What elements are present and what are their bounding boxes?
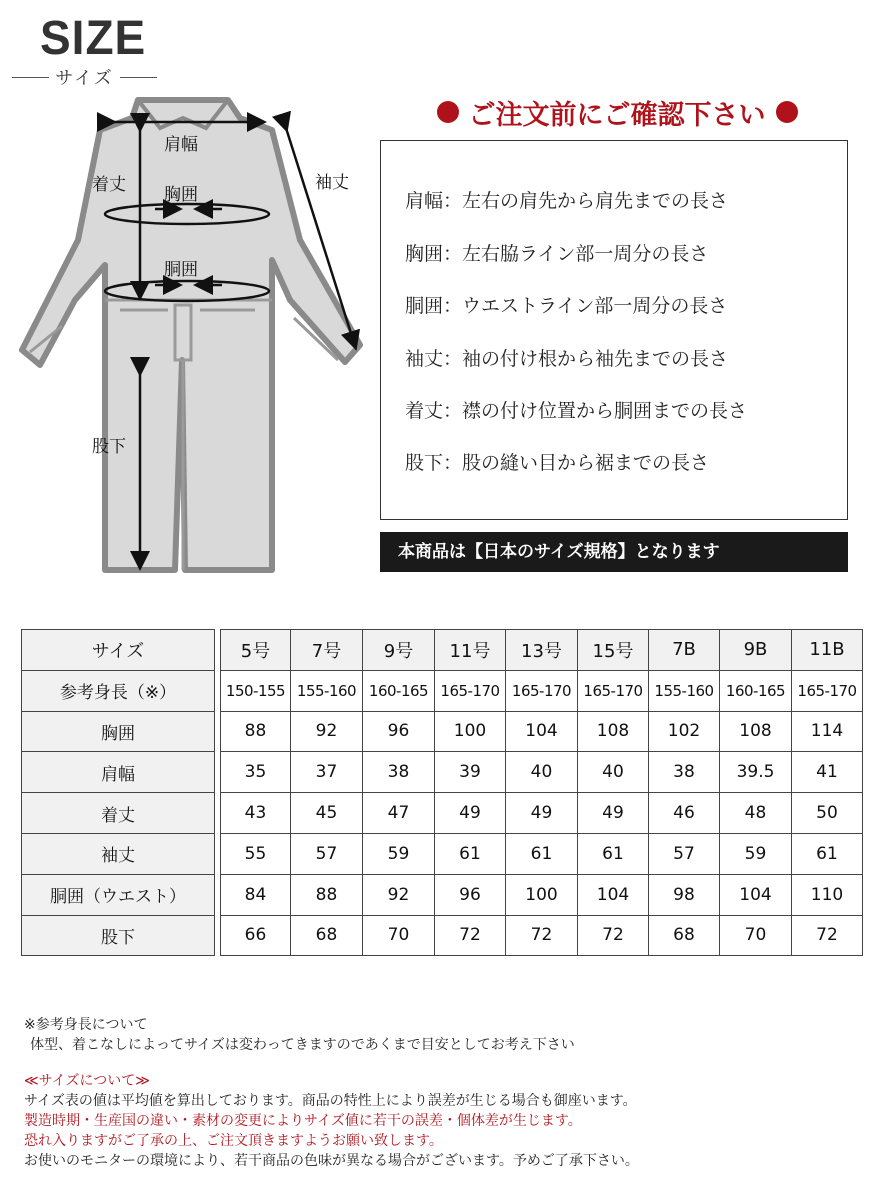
table-cell-shoulder: 37 [291,752,363,793]
definition-length: 着丈：襟の付け位置から胴囲までの長さ [405,400,748,422]
definition-shoulder: 肩幅：左右の肩先から肩先までの長さ [405,190,729,212]
table-row-shoulder [221,752,863,793]
table-cell-inseam: 70 [363,915,435,956]
page-subtitle [12,64,157,90]
note-height-body: 体型、着こなしによってサイズは変わってきますのであくまで目安としてお考え下さい [30,1037,575,1053]
table-row-chest [221,711,863,752]
definition-sleeve: 袖丈：袖の付け根から袖先までの長さ [405,348,729,370]
table-cell-height: 160-165 [363,670,435,711]
table-cell-chest: 102 [649,711,720,752]
table-cell-inseam: 68 [649,915,720,956]
definition-waist: 胴囲：ウエストライン部一周分の長さ [405,295,728,317]
table-cell-sleeve: 61 [506,833,578,874]
row-label-height: 参考身長（※） [22,671,214,712]
table-row-waist [221,874,863,915]
table-cell-height: 155-160 [291,670,363,711]
table-cell-shoulder: 39 [435,752,506,793]
table-cell-shoulder: 40 [506,752,578,793]
table-cell-height: 165-170 [792,670,863,711]
table-row-inseam [221,915,863,956]
table-cell-length: 47 [363,793,435,834]
table-cell-waist: 98 [649,874,720,915]
definition-inseam: 股下：股の縫い目から裾までの長さ [405,452,710,474]
table-cell-sleeve: 57 [291,833,363,874]
table-cell-inseam: 72 [578,915,649,956]
red-dot-icon [437,101,459,123]
table-cell-height: 165-170 [506,670,578,711]
label-shoulder: 肩幅 [164,135,198,155]
table-cell-size: 15号 [578,630,649,671]
note-line-2: 製造時期・生産国の違い・素材の変更によりサイズ値に若干の誤差・個体差が生じます。 [24,1113,582,1129]
table-row-height [221,670,863,711]
label-length: 着丈 [92,175,126,195]
table-cell-shoulder: 41 [792,752,863,793]
divider-left [12,77,49,78]
notice-heading [412,92,822,132]
table-cell-length: 46 [649,793,720,834]
table-cell-waist: 104 [720,874,792,915]
table-cell-shoulder: 39.5 [720,752,792,793]
size-standard-banner: 本商品は【日本のサイズ規格】となります [380,532,848,572]
table-cell-chest: 104 [506,711,578,752]
row-label-size: サイズ [22,630,214,671]
table-cell-waist: 96 [435,874,506,915]
table-cell-size: 5号 [221,630,291,671]
table-cell-sleeve: 61 [792,833,863,874]
table-cell-length: 50 [792,793,863,834]
table-cell-chest: 100 [435,711,506,752]
table-cell-size: 7号 [291,630,363,671]
table-cell-height: 165-170 [578,670,649,711]
table-cell-inseam: 66 [221,915,291,956]
table-cell-chest: 96 [363,711,435,752]
row-label-sleeve: 袖丈 [22,834,214,875]
row-label-length: 着丈 [22,793,214,834]
table-cell-inseam: 72 [792,915,863,956]
table-row-size [221,630,863,671]
divider-right [120,77,157,78]
table-cell-length: 49 [506,793,578,834]
table-cell-chest: 108 [720,711,792,752]
label-waist: 胴囲 [164,260,198,280]
label-inseam: 股下 [92,437,126,457]
table-cell-height: 165-170 [435,670,506,711]
table-cell-size: 11B [792,630,863,671]
table-cell-waist: 84 [221,874,291,915]
table-cell-waist: 110 [792,874,863,915]
note-line-1: サイズ表の値は平均値を算出しております。商品の特性上により誤差が生じる場合も御座います。 [24,1093,637,1109]
table-cell-waist: 100 [506,874,578,915]
table-cell-inseam: 72 [435,915,506,956]
table-cell-shoulder: 38 [363,752,435,793]
table-cell-sleeve: 57 [649,833,720,874]
note-size-title: ≪サイズについて≫ [24,1073,150,1089]
table-cell-shoulder: 40 [578,752,649,793]
table-cell-sleeve: 61 [435,833,506,874]
table-cell-waist: 92 [363,874,435,915]
table-cell-length: 45 [291,793,363,834]
table-cell-size: 11号 [435,630,506,671]
size-table-row-labels [21,629,215,956]
table-cell-height: 160-165 [720,670,792,711]
table-cell-height: 155-160 [649,670,720,711]
table-cell-length: 49 [435,793,506,834]
table-cell-shoulder: 38 [649,752,720,793]
table-cell-inseam: 70 [720,915,792,956]
red-dot-icon [776,101,798,123]
size-table [220,629,863,956]
table-cell-waist: 104 [578,874,649,915]
table-cell-inseam: 68 [291,915,363,956]
definition-chest: 胸囲：左右脇ライン部一周分の長さ [405,243,709,265]
page-title: SIZE [40,9,147,65]
table-cell-size: 7B [649,630,720,671]
table-cell-waist: 88 [291,874,363,915]
table-cell-size: 9B [720,630,792,671]
label-chest: 胸囲 [164,185,198,205]
note-line-3: 恐れ入りますがご了承の上、ご注文頂きますようお願い致します。 [24,1133,443,1149]
coverall-illustration [0,90,380,580]
table-cell-inseam: 72 [506,915,578,956]
note-line-4: お使いのモニターの環境により、若干商品の色味が異なる場合がございます。予めご了承下さい。 [24,1153,639,1169]
table-cell-chest: 114 [792,711,863,752]
notice-heading-text: ご注文前にご確認下さい [468,99,766,131]
note-height-title: ※参考身長について [24,1017,148,1033]
table-row-length [221,793,863,834]
table-cell-length: 49 [578,793,649,834]
table-row-sleeve [221,833,863,874]
row-label-chest: 胸囲 [22,712,214,753]
table-cell-sleeve: 59 [363,833,435,874]
table-cell-chest: 92 [291,711,363,752]
table-cell-shoulder: 35 [221,752,291,793]
definitions-box [380,140,848,520]
table-cell-size: 13号 [506,630,578,671]
table-cell-length: 43 [221,793,291,834]
label-sleeve: 袖丈 [315,173,349,193]
table-cell-length: 48 [720,793,792,834]
notes [24,1015,639,1171]
row-label-inseam: 股下 [22,916,214,957]
table-cell-sleeve: 59 [720,833,792,874]
coverall-diagram [0,90,380,580]
row-label-shoulder: 肩幅 [22,752,214,793]
table-cell-height: 150-155 [221,670,291,711]
table-cell-sleeve: 55 [221,833,291,874]
subtitle-text: サイズ [55,68,114,89]
table-cell-chest: 108 [578,711,649,752]
table-cell-chest: 88 [221,711,291,752]
table-cell-sleeve: 61 [578,833,649,874]
table-cell-size: 9号 [363,630,435,671]
row-label-waist: 胴囲（ウエスト） [22,875,214,916]
